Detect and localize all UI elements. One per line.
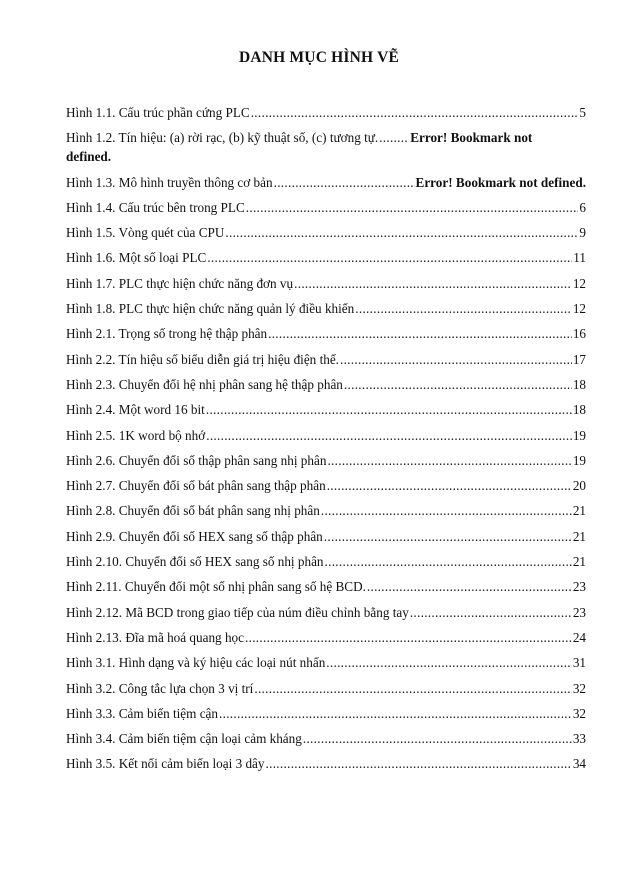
dot-leader — [266, 754, 572, 773]
toc-entry[interactable] — [66, 324, 586, 343]
entry-text: Hình 2.4. Một word 16 bit — [66, 402, 205, 418]
entry-text: Hình 1.6. Một số loại PLC — [66, 250, 207, 266]
entry-text: Hình 2.7. Chuyển đổi số bát phân sang thập phân — [66, 478, 326, 494]
page-number: 21 — [572, 554, 586, 570]
page-title: DANH MỤC HÌNH VẼ — [238, 49, 400, 66]
dot-leader — [379, 128, 409, 147]
toc-entry[interactable] — [66, 552, 586, 571]
page-number: 20 — [572, 478, 586, 494]
dot-leader — [303, 729, 572, 748]
page-number: 33 — [572, 731, 586, 747]
toc-entry[interactable] — [66, 223, 586, 242]
toc-entry[interactable] — [66, 400, 586, 419]
entry-text: Hình 1.8. PLC thực hiện chức năng quản lý điều khiển — [66, 301, 355, 317]
toc-entry[interactable] — [66, 128, 586, 166]
entry-text: Hình 2.6. Chuyển đổi số thập phân sang nhị phân — [66, 452, 327, 468]
toc-entry[interactable] — [66, 476, 586, 495]
dot-leader — [246, 198, 579, 217]
page-number: 21 — [572, 503, 586, 519]
entry-text: Hình 2.5. 1K word bộ nhớ — [66, 427, 206, 443]
page-number: 34 — [572, 756, 586, 772]
dot-leader — [206, 400, 572, 419]
dot-leader — [219, 704, 572, 723]
toc-entry[interactable] — [66, 198, 586, 217]
page-number: 12 — [572, 275, 586, 291]
dot-leader — [327, 451, 571, 470]
dot-leader — [251, 103, 579, 122]
dot-leader — [294, 274, 572, 293]
entry-text: Hình 3.4. Cảm biến tiệm cận loại cảm kháng — [66, 731, 302, 747]
page-number: 5 — [579, 105, 586, 120]
toc-entry[interactable] — [66, 628, 586, 647]
toc-entry[interactable] — [66, 451, 586, 470]
entry-text: Hình 1.5. Vòng quét của CPU — [66, 225, 225, 241]
dot-leader — [207, 248, 572, 267]
dot-leader — [367, 577, 572, 596]
page-number: 24 — [572, 629, 586, 645]
entry-text: Hình 2.9. Chuyển đổi số HEX sang số thập phân — [66, 528, 323, 544]
entry-text: Hình 3.1. Hình dạng và ký hiệu các loại nút nhấn — [66, 655, 326, 671]
page-number: 18 — [572, 402, 586, 418]
toc-entry[interactable] — [66, 248, 586, 267]
page-number: 6 — [579, 199, 586, 215]
entry-text: Hình 3.2. Công tắc lựa chọn 3 vị trí — [66, 680, 254, 696]
toc-entry[interactable] — [66, 299, 586, 318]
entry-text: Hình 2.8. Chuyển đổi số bát phân sang nhị phân — [66, 503, 320, 519]
entry-text: Hình 1.2. Tín hiệu: (a) rời rạc, (b) kỹ thuật số, (c) tương tự. — [66, 130, 379, 146]
entry-text: Hình 1.4. Cấu trúc bên trong PLC — [66, 199, 245, 215]
dot-leader — [245, 628, 572, 647]
toc-entry[interactable] — [66, 274, 586, 293]
entry-text: Hình 2.1. Trọng số trong hệ thập phân — [66, 326, 268, 342]
dot-leader — [326, 653, 572, 672]
dot-leader — [344, 375, 572, 394]
page-number: 19 — [572, 427, 586, 443]
page-number: 9 — [579, 225, 586, 241]
dot-leader — [340, 350, 572, 369]
dot-leader — [225, 223, 578, 242]
dot-leader — [268, 324, 572, 343]
page-number: 32 — [572, 705, 586, 721]
dot-leader — [324, 527, 572, 546]
toc-entry[interactable] — [66, 577, 586, 596]
entry-text: Hình 2.10. Chuyển đổi số HEX sang số nhị phân — [66, 554, 324, 570]
entry-text: Hình 1.7. PLC thực hiện chức năng đơn vụ — [66, 275, 294, 291]
page-number: 23 — [572, 579, 586, 595]
entry-text: Hình 2.2. Tín hiệu số biểu diễn giá trị hiệu điện thế. — [66, 351, 339, 367]
entry-text: Hình 2.12. Mã BCD trong giao tiếp của núm điều chỉnh bằng tay — [66, 604, 409, 620]
dot-leader — [327, 476, 572, 495]
toc-entry[interactable] — [66, 350, 586, 369]
toc-entry[interactable] — [66, 653, 586, 672]
toc-entry[interactable] — [66, 501, 586, 520]
error-message-continuation: defined. — [66, 149, 112, 165]
dot-leader — [254, 679, 571, 698]
page-number: 19 — [572, 452, 586, 468]
toc-entry[interactable] — [66, 375, 586, 394]
page-number: 18 — [572, 376, 586, 392]
dot-leader — [355, 299, 572, 318]
entry-text: Hình 1.1. Cấu trúc phần cứng PLC — [66, 105, 250, 120]
page-number: 16 — [572, 326, 586, 342]
entry-text: Hình 2.11. Chuyển đổi một số nhị phân sang số hệ BCD. — [66, 579, 366, 595]
figure-list — [66, 103, 586, 780]
entry-text: Hình 3.3. Cảm biến tiệm cận — [66, 705, 218, 721]
toc-entry[interactable] — [66, 527, 586, 546]
page-number: 32 — [572, 680, 586, 696]
toc-entry[interactable] — [66, 603, 586, 622]
error-message: Error! Bookmark not — [410, 130, 533, 146]
entry-text: Hình 1.3. Mô hình truyền thông cơ bản — [66, 174, 273, 190]
page-number: 23 — [572, 604, 586, 620]
toc-entry[interactable] — [66, 103, 586, 122]
toc-entry[interactable] — [66, 679, 586, 698]
page-number: 12 — [572, 301, 586, 317]
page-number: 21 — [572, 528, 586, 544]
page-number: 31 — [572, 655, 586, 671]
page-number: 17 — [572, 351, 586, 367]
toc-entry[interactable] — [66, 704, 586, 723]
dot-leader — [206, 426, 572, 445]
toc-entry[interactable] — [66, 426, 586, 445]
error-message: Error! Bookmark not defined. — [415, 174, 586, 190]
entry-text: Hình 3.5. Kết nối cảm biến loại 3 dây — [66, 756, 265, 772]
dot-leader — [410, 603, 572, 622]
toc-entry[interactable] — [66, 754, 586, 773]
dot-leader — [321, 501, 572, 520]
entry-text: Hình 2.13. Đĩa mã hoá quang học — [66, 629, 244, 645]
dot-leader — [274, 173, 415, 192]
page-number: 11 — [573, 250, 586, 266]
toc-entry[interactable] — [66, 729, 586, 748]
entry-text: Hình 2.3. Chuyển đổi hệ nhị phân sang hệ thập phân — [66, 376, 343, 392]
toc-entry[interactable] — [66, 173, 586, 192]
dot-leader — [325, 552, 572, 571]
